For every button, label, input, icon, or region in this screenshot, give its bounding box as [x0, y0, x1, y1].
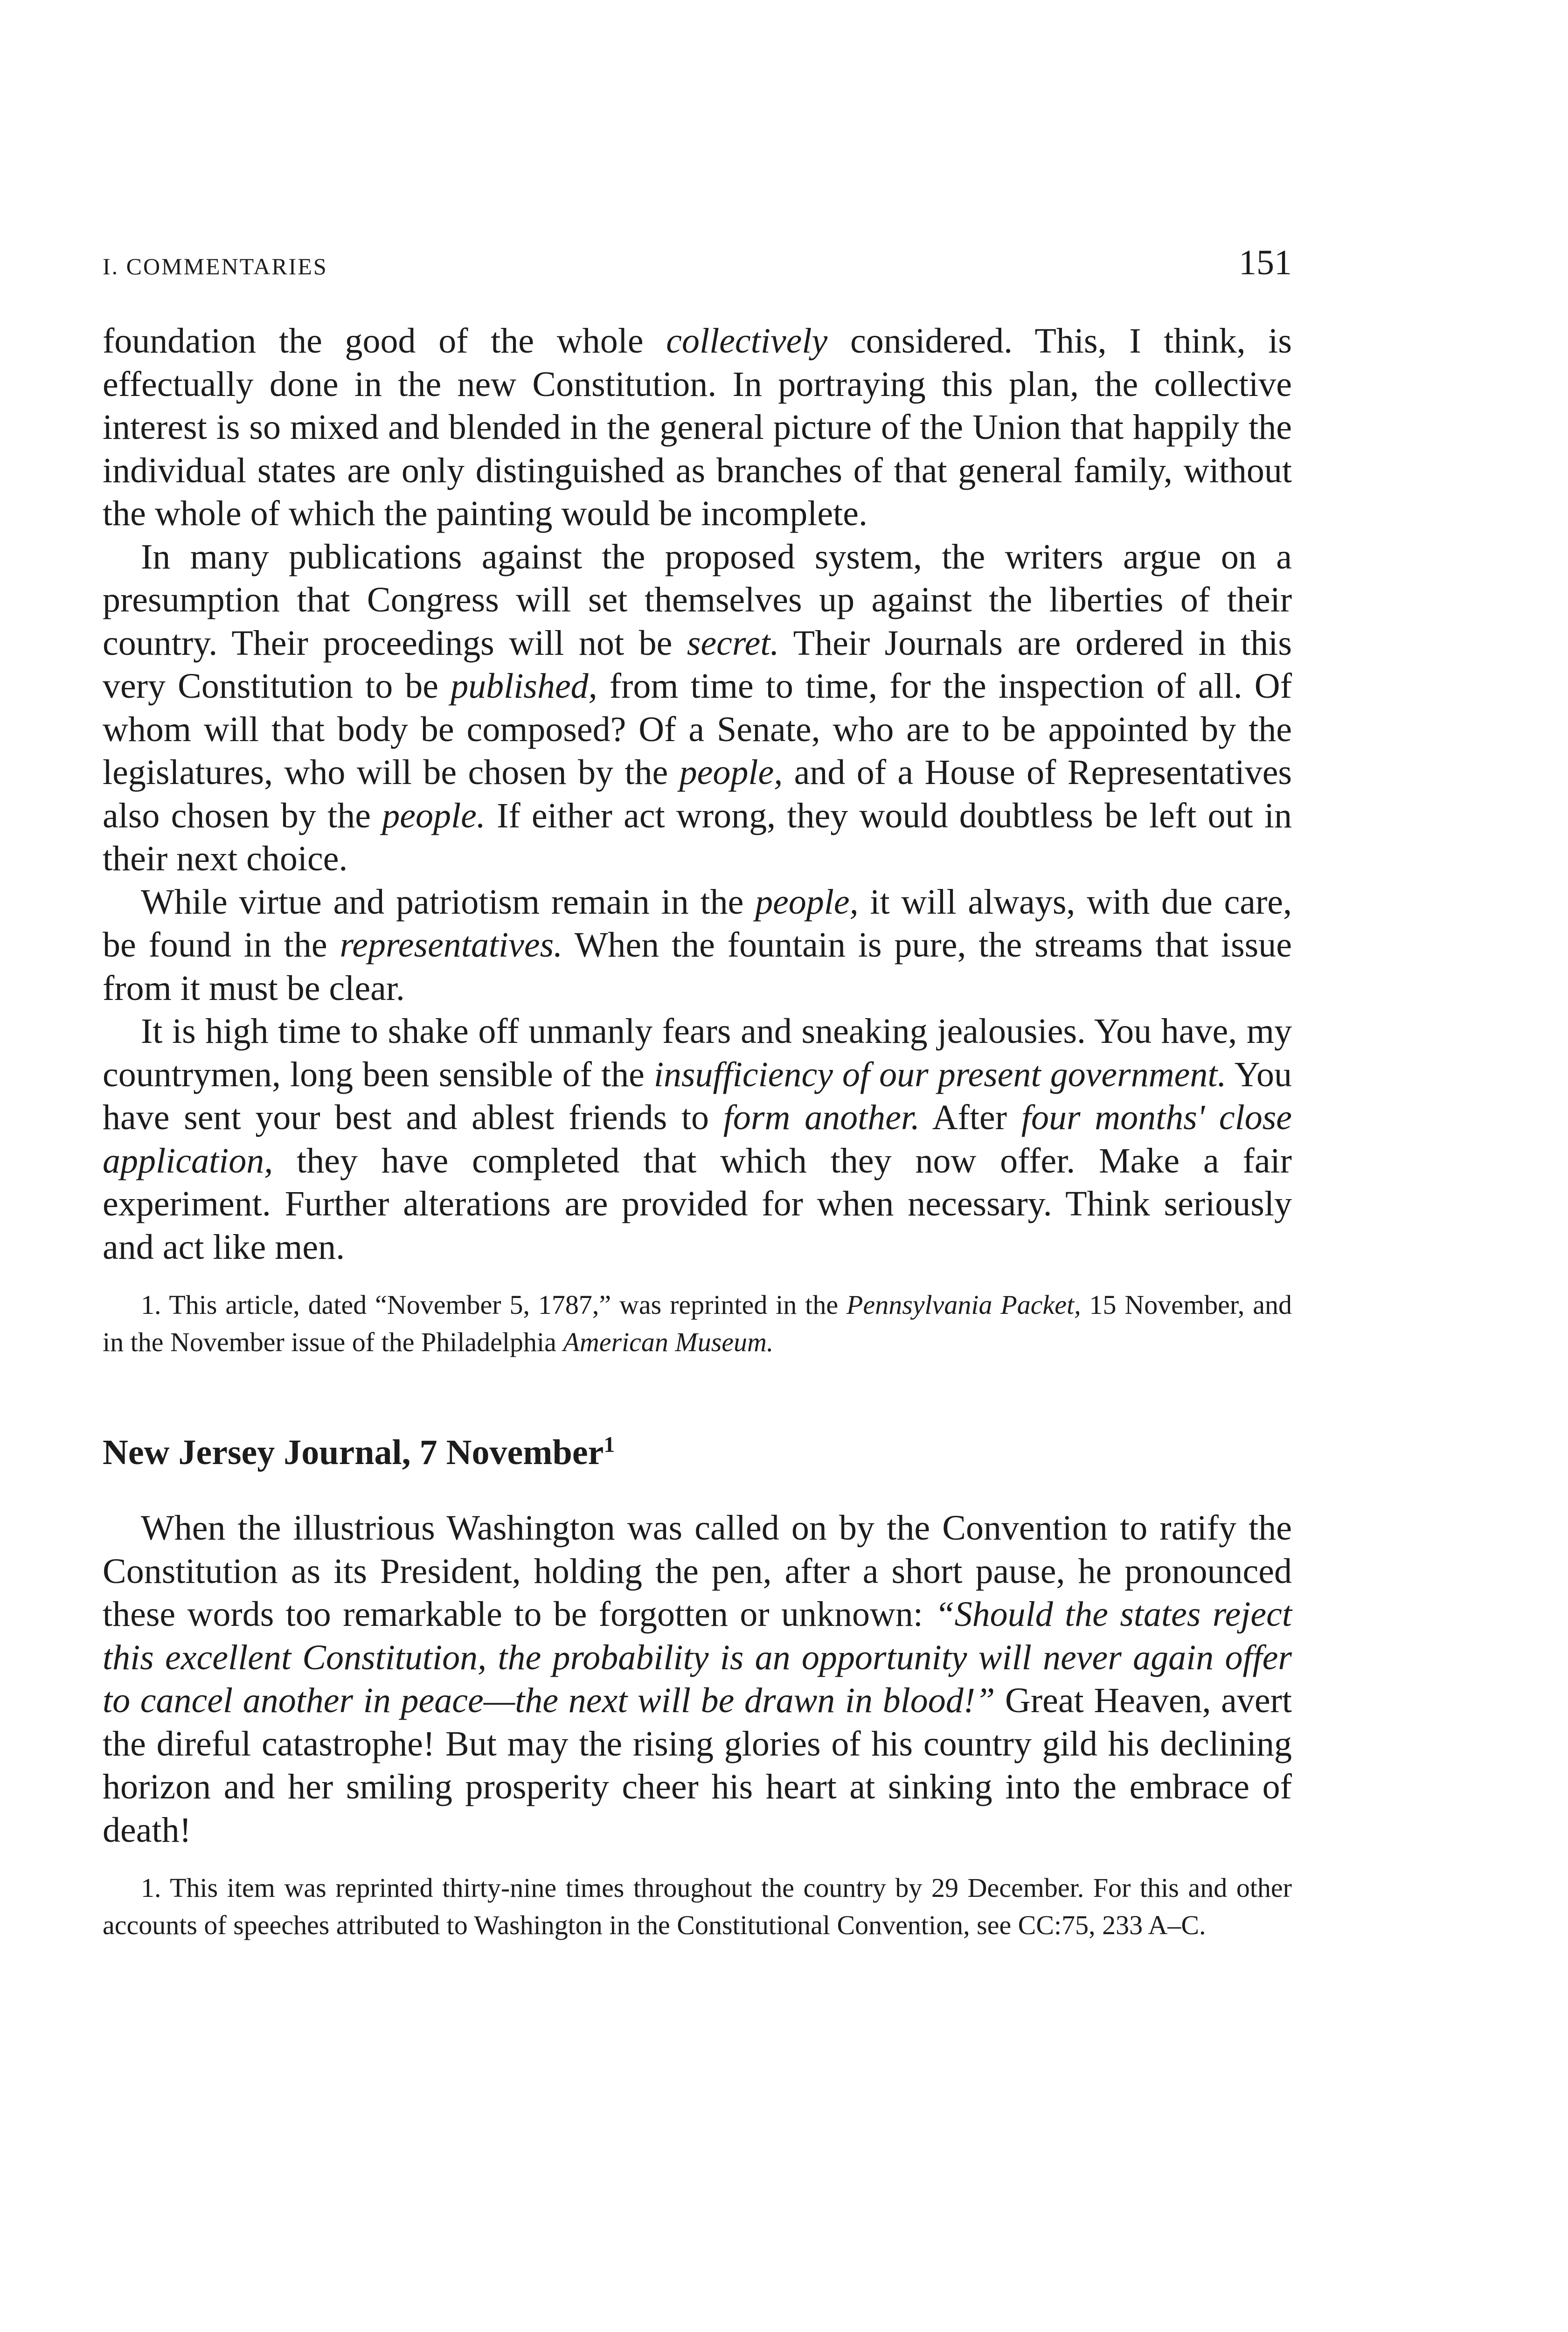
text-run: While virtue and patriotism remain in the — [141, 882, 756, 922]
italic-text-run: Pennsylvania Packet, — [846, 1290, 1081, 1320]
text-run: foundation the good of the whole — [103, 321, 666, 361]
italic-text-run: insufficiency of our present government. — [653, 1055, 1227, 1094]
text-run: When the illustrious Washington was called on by the Convention to ratify the Constitution as its President, holding the pen, after a short pause, he pronounced these words too remarkable to be forgotten or unknown: — [103, 1508, 1292, 1634]
text-run: You have sent your best and ablest friends to — [103, 1055, 1292, 1137]
italic-text-run: “Should the states reject this excellent Constitution, the probability is an opportunity will never again offer to cancel another in peace—the next will be drawn in blood!” — [103, 1595, 1292, 1720]
text-run: and of a House of Representatives also chosen by the — [103, 753, 1292, 835]
text-run: it will always, with due care, be found in the — [103, 882, 1292, 965]
italic-text-run: four months' close application, — [103, 1098, 1292, 1180]
italic-text-run: form another. — [723, 1098, 920, 1137]
text-run: considered. This, I think, is effectually done in the new Constitution. In portraying this plan, the collective interest is so mixed and blended in the general picture of the Union that happily the individual states are only distinguished as branches of that general family, without the whole of which the painting would be incomplete. — [103, 321, 1292, 533]
footnote — [103, 1286, 1292, 1361]
text-run: from time to time, for the inspection of all. Of whom will that body be composed? Of a Senate, who are to be appointed by the legislatures, who will be chosen by the — [103, 666, 1292, 792]
page-body — [103, 319, 1292, 1944]
text-run: If either act wrong, they would doubtless be left out in their next choice. — [103, 796, 1292, 878]
text-run: Their Journals are ordered in this very Constitution to be — [103, 623, 1292, 706]
text-run: 1. This item was reprinted thirty-nine times throughout the country by 29 December. For this and other accounts of speeches attributed to Washington in the Constitutional Convention, see CC:75, 233 A–C. — [103, 1873, 1292, 1940]
italic-text-run: people, — [755, 882, 859, 922]
text-run: When the fountain is pure, the streams that issue from it must be clear. — [103, 925, 1292, 1008]
running-title: I. COMMENTARIES — [103, 253, 328, 279]
footnote-marker: 1 — [604, 1432, 615, 1457]
section-heading — [103, 1431, 1292, 1474]
paragraph — [103, 535, 1292, 881]
italic-text-run: American Museum. — [563, 1327, 774, 1357]
text-run: Great Heaven, avert the direful catastrophe! But may the rising glories of his country gild his declining horizon and her smiling prosperity cheer his heart at sinking into the embrace of death! — [103, 1681, 1292, 1850]
text-run: It is high time to shake off unmanly fears and sneaking jealousies. You have, my countrymen, long been sensible of the — [103, 1012, 1292, 1094]
footnote — [103, 1869, 1292, 1944]
italic-text-run: published, — [451, 666, 597, 706]
text-run: In many publications against the proposed system, the writers argue on a presumption that Congress will set themselves up against the liberties of their country. Their proceedings will not be — [103, 537, 1292, 663]
italic-text-run: people, — [679, 753, 783, 792]
text-run: After — [920, 1098, 1021, 1137]
paragraph — [103, 319, 1292, 535]
italic-text-run: representatives. — [340, 925, 563, 965]
text-run: they have completed that which they now offer. Make a fair experiment. Further alterations are provided for when necessary. Think seriously and act like men. — [103, 1141, 1292, 1267]
text-run: 15 November, and in the November issue of the Philadelphia — [103, 1290, 1292, 1357]
paragraph — [103, 881, 1292, 1010]
paragraph — [103, 1010, 1292, 1269]
text-run: 1. This article, dated “November 5, 1787,” was reprinted in the — [141, 1290, 847, 1320]
running-head — [103, 243, 1292, 285]
italic-text-run: collectively — [666, 321, 828, 361]
italic-text-run: secret. — [687, 623, 779, 663]
page-number: 151 — [1239, 243, 1292, 282]
paragraph — [103, 1506, 1292, 1852]
italic-text-run: people. — [382, 796, 486, 835]
section-heading-text: New Jersey Journal, 7 November — [103, 1433, 604, 1472]
